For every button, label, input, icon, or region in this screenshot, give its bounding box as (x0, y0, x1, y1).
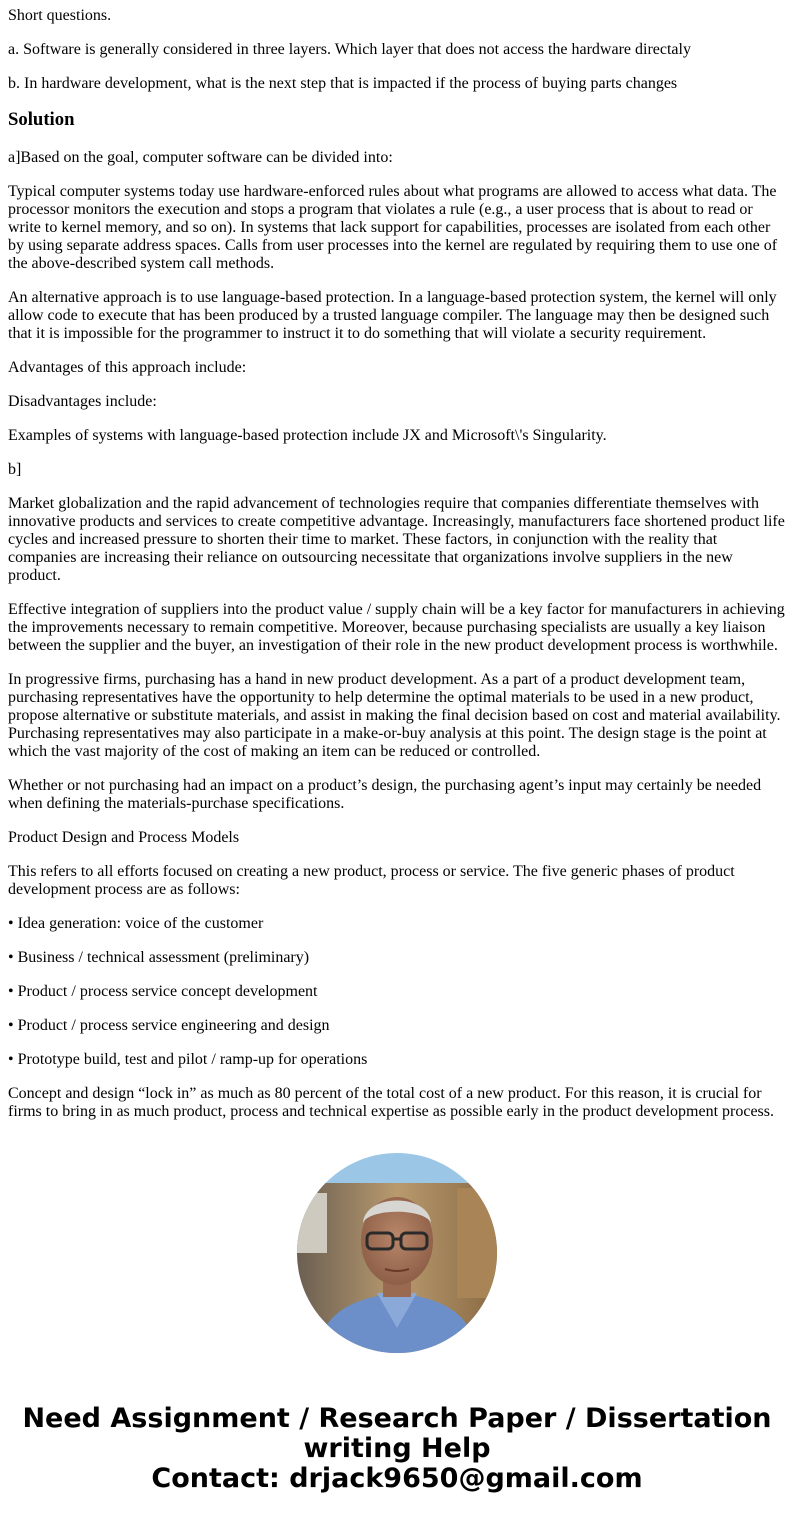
bullet-item: • Product / process service concept development (8, 983, 318, 1000)
solution-paragraph: In progressive firms, purchasing has a hand in new product development. As a part of a product development team, purchasing representatives have the opportunity to help determine the optimal materials to be used in a new product, propose alternative or substitute materials, and assist in making the final decision based on cost and material availability. Purchasing representatives may also participate in a make-or-buy analysis at this point. The design stage is the point at which the vast majority of the cost of making an item can be reduced or controlled. (8, 671, 781, 760)
solution-paragraph: This refers to all efforts focused on creating a new product, process or service. The five generic phases of product development process are as follows: (8, 863, 735, 898)
solution-paragraph: Market globalization and the rapid advancement of technologies require that companies differentiate themselves with innovative products and services to create competitive advantage. Increasingly, manufacturers face shortened product life cycles and increased pressure to shorten their time to market. These factors, in conjunction with the reality that companies are increasing their reliance on outsourcing necessitate that organizations involve suppliers in the new product. (8, 495, 785, 584)
bullet-item: • Product / process service engineering and design (8, 1017, 330, 1034)
solution-paragraph: Advantages of this approach include: (8, 359, 247, 376)
portrait-image (297, 1153, 497, 1353)
solution-paragraph: Whether or not purchasing had an impact on a product’s design, the purchasing agent’s input may certainly be needed when defining the materials-purchase specifications. (8, 777, 762, 812)
author-photo (297, 1153, 497, 1353)
document-content (8, 0, 786, 1122)
question-b: b. In hardware development, what is the next step that is impacted if the process of buying parts changes (8, 75, 678, 92)
promo-contact: Contact: drjack9650@gmail.com (151, 1463, 643, 1494)
solution-paragraph: a]Based on the goal, computer software can be divided into: (8, 149, 393, 166)
question-a: a. Software is generally considered in three layers. Which layer that does not access the hardware directaly (8, 41, 691, 58)
promo-line: Need Assignment / Research Paper / Dissertation (22, 1403, 772, 1434)
solution-paragraph: Concept and design “lock in” as much as 80 percent of the total cost of a new product. For this reason, it is crucial for firms to bring in as much product, process and technical expertise as possible early in the product development process. (8, 1085, 775, 1120)
solution-title: Solution (8, 109, 75, 130)
bullet-item: • Prototype build, test and pilot / ramp-up for operations (8, 1051, 368, 1068)
solution-paragraph: Effective integration of suppliers into the product value / supply chain will be a key factor for manufacturers in achieving the improvements necessary to remain competitive. Moreover, because purchasing specialists are usually a key liaison between the supplier and the buyer, an investigation of their role in the new product development process is worthwhile. (8, 601, 785, 654)
solution-paragraph: Examples of systems with language-based protection include JX and Microsoft\'s Singularity. (8, 427, 607, 444)
question-heading: Short questions. (8, 7, 112, 24)
promo-line: writing Help (303, 1433, 491, 1464)
bullet-item: • Idea generation: voice of the customer (8, 915, 264, 932)
solution-paragraph: Disadvantages include: (8, 393, 157, 410)
solution-paragraph: b] (8, 461, 22, 478)
promo-banner (0, 1404, 794, 1494)
bullet-item: • Business / technical assessment (preliminary) (8, 949, 310, 966)
solution-paragraph: An alternative approach is to use language-based protection. In a language-based protection system, the kernel will only allow code to execute that has been produced by a trusted language compiler. The language may then be designed such that it is impossible for the programmer to instruct it to do something that will violate a security requirement. (8, 289, 777, 342)
solution-paragraph: Product Design and Process Models (8, 829, 240, 846)
solution-paragraph: Typical computer systems today use hardware-enforced rules about what programs are allowed to access what data. The processor monitors the execution and stops a program that violates a rule (e.g., a user process that is about to read or write to kernel memory, and so on). In systems that lack support for capabilities, processes are isolated from each other by using separate address spaces. Calls from user processes into the kernel are regulated by requiring them to use one of the above-described system call methods. (8, 183, 778, 272)
